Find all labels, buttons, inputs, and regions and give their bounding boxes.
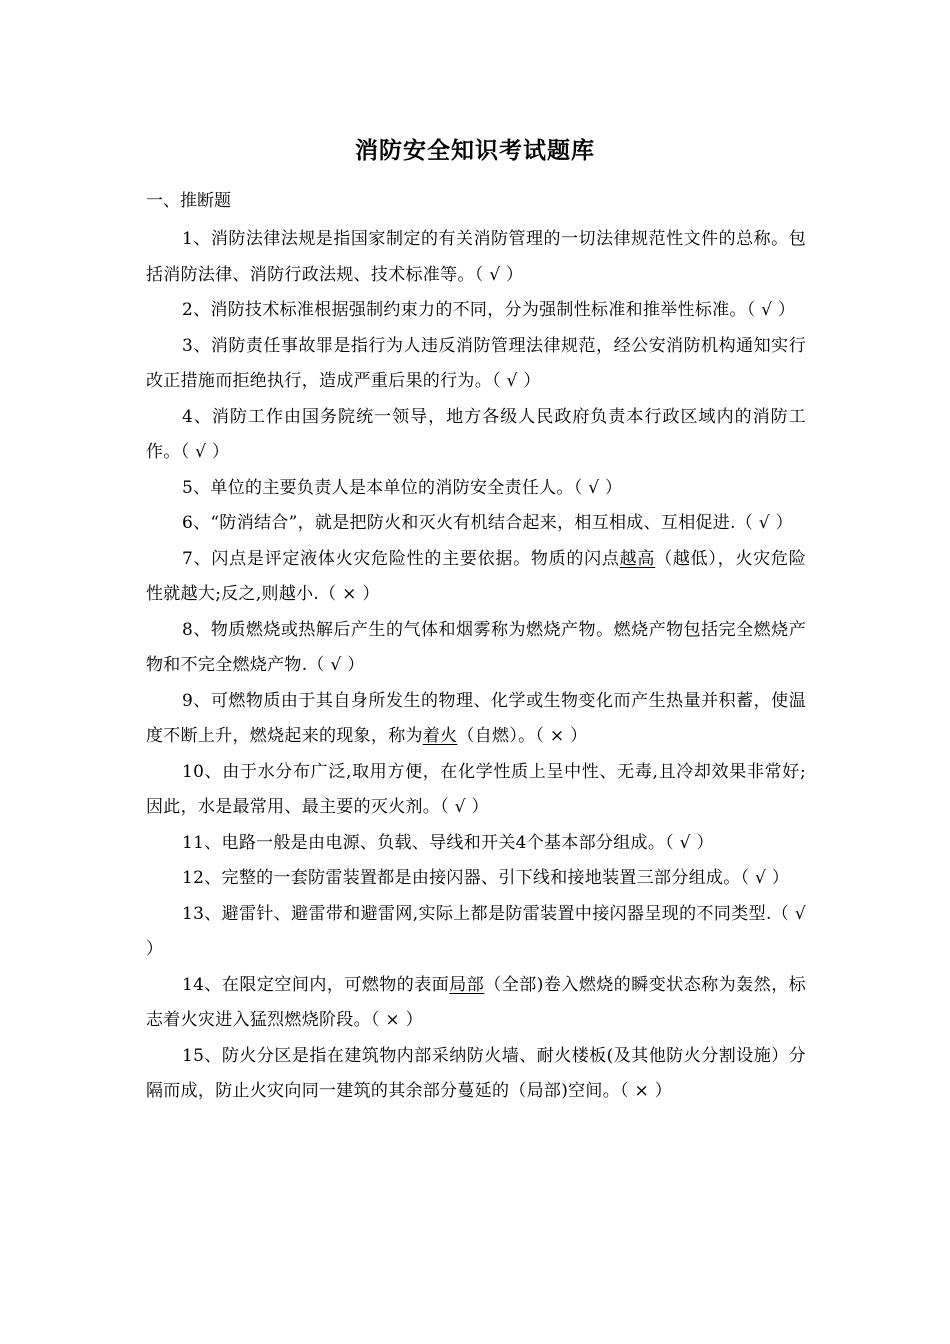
question-item: 12、完整的一套防雷装置都是由接闪器、引下线和接地装置三部分组成。（ √ ） — [182, 868, 790, 888]
underlined-term: 局部 — [449, 974, 485, 995]
question-list — [146, 222, 806, 1110]
question-item: 3、消防责任事故罪是指行为人违反消防管理法律规范，经公安消防机构通知实行改正措施而拒绝执行，造成严重后果的行为。（ √ ） — [146, 335, 806, 391]
underlined-term: 越高 — [619, 548, 656, 569]
question-item: 14、在限定空间内，可燃物的表面局部（全部)卷入燃烧的瞬变状态称为轰然，标志着火灾进入猛烈燃烧阶段。（ × ） — [146, 974, 806, 1030]
question-item: 1、消防法律法规是指国家制定的有关消防管理的一切法律规范性文件的总称。包括消防法律、消防行政法规、技术标准等。（ √ ） — [146, 229, 806, 285]
section-heading: 一、推断题 — [146, 191, 231, 211]
question-item: 6、“防消结合”，就是把防火和灭火有机结合起来，相互相成、互相促进.（ √ ） — [182, 513, 793, 533]
question-item: 11、电路一般是由电源、负载、导线和开关4个基本部分组成。（ √ ） — [182, 832, 714, 853]
question-item: 9、可燃物质由于其自身所发生的物理、化学或生物变化而产生热量并积蓄，使温度不断上升，燃烧起来的现象，称为着火（自燃）。（ × ） — [146, 690, 806, 746]
question-item: 13、避雷针、避雷带和避雷网,实际上都是防雷装置中接闪器呈现的不同类型.（ √ ） — [146, 903, 806, 959]
question-item: 5、单位的主要负责人是本单位的消防安全责任人。（ √ ） — [182, 477, 623, 498]
question-item: 4、消防工作由国务院统一领导，地方各级人民政府负责本行政区域内的消防工作。（ √ ） — [146, 406, 806, 462]
page-title: 消防安全知识考试题库 — [355, 137, 595, 164]
question-item: 2、消防技术标准根据强制约束力的不同，分为强制性标准和推举性标准。（ √ ） — [182, 300, 796, 320]
underlined-term: 着火 — [422, 726, 458, 746]
question-item: 7、闪点是评定液体火灾危险性的主要依据。物质的闪点越高（越低），火灾危险性就越大;反之,则越小.（ × ） — [146, 548, 806, 604]
question-item: 10、由于水分布广泛,取用方便，在化学性质上呈中性、无毒,且冷却效果非常好;因此，水是最常用、最主要的灭火剂。（ √ ） — [146, 761, 806, 817]
question-item: 15、防火分区是指在建筑物内部采纳防火墙、耐火楼板(及其他防火分割设施）分隔而成，防止火灾向同一建筑的其余部分蔓延的（局部)空间。（ × ） — [146, 1045, 806, 1101]
question-item: 8、物质燃烧或热解后产生的气体和烟雾称为燃烧产物。燃烧产物包括完全燃烧产物和不完全燃烧产物.（ √ ） — [146, 619, 806, 675]
